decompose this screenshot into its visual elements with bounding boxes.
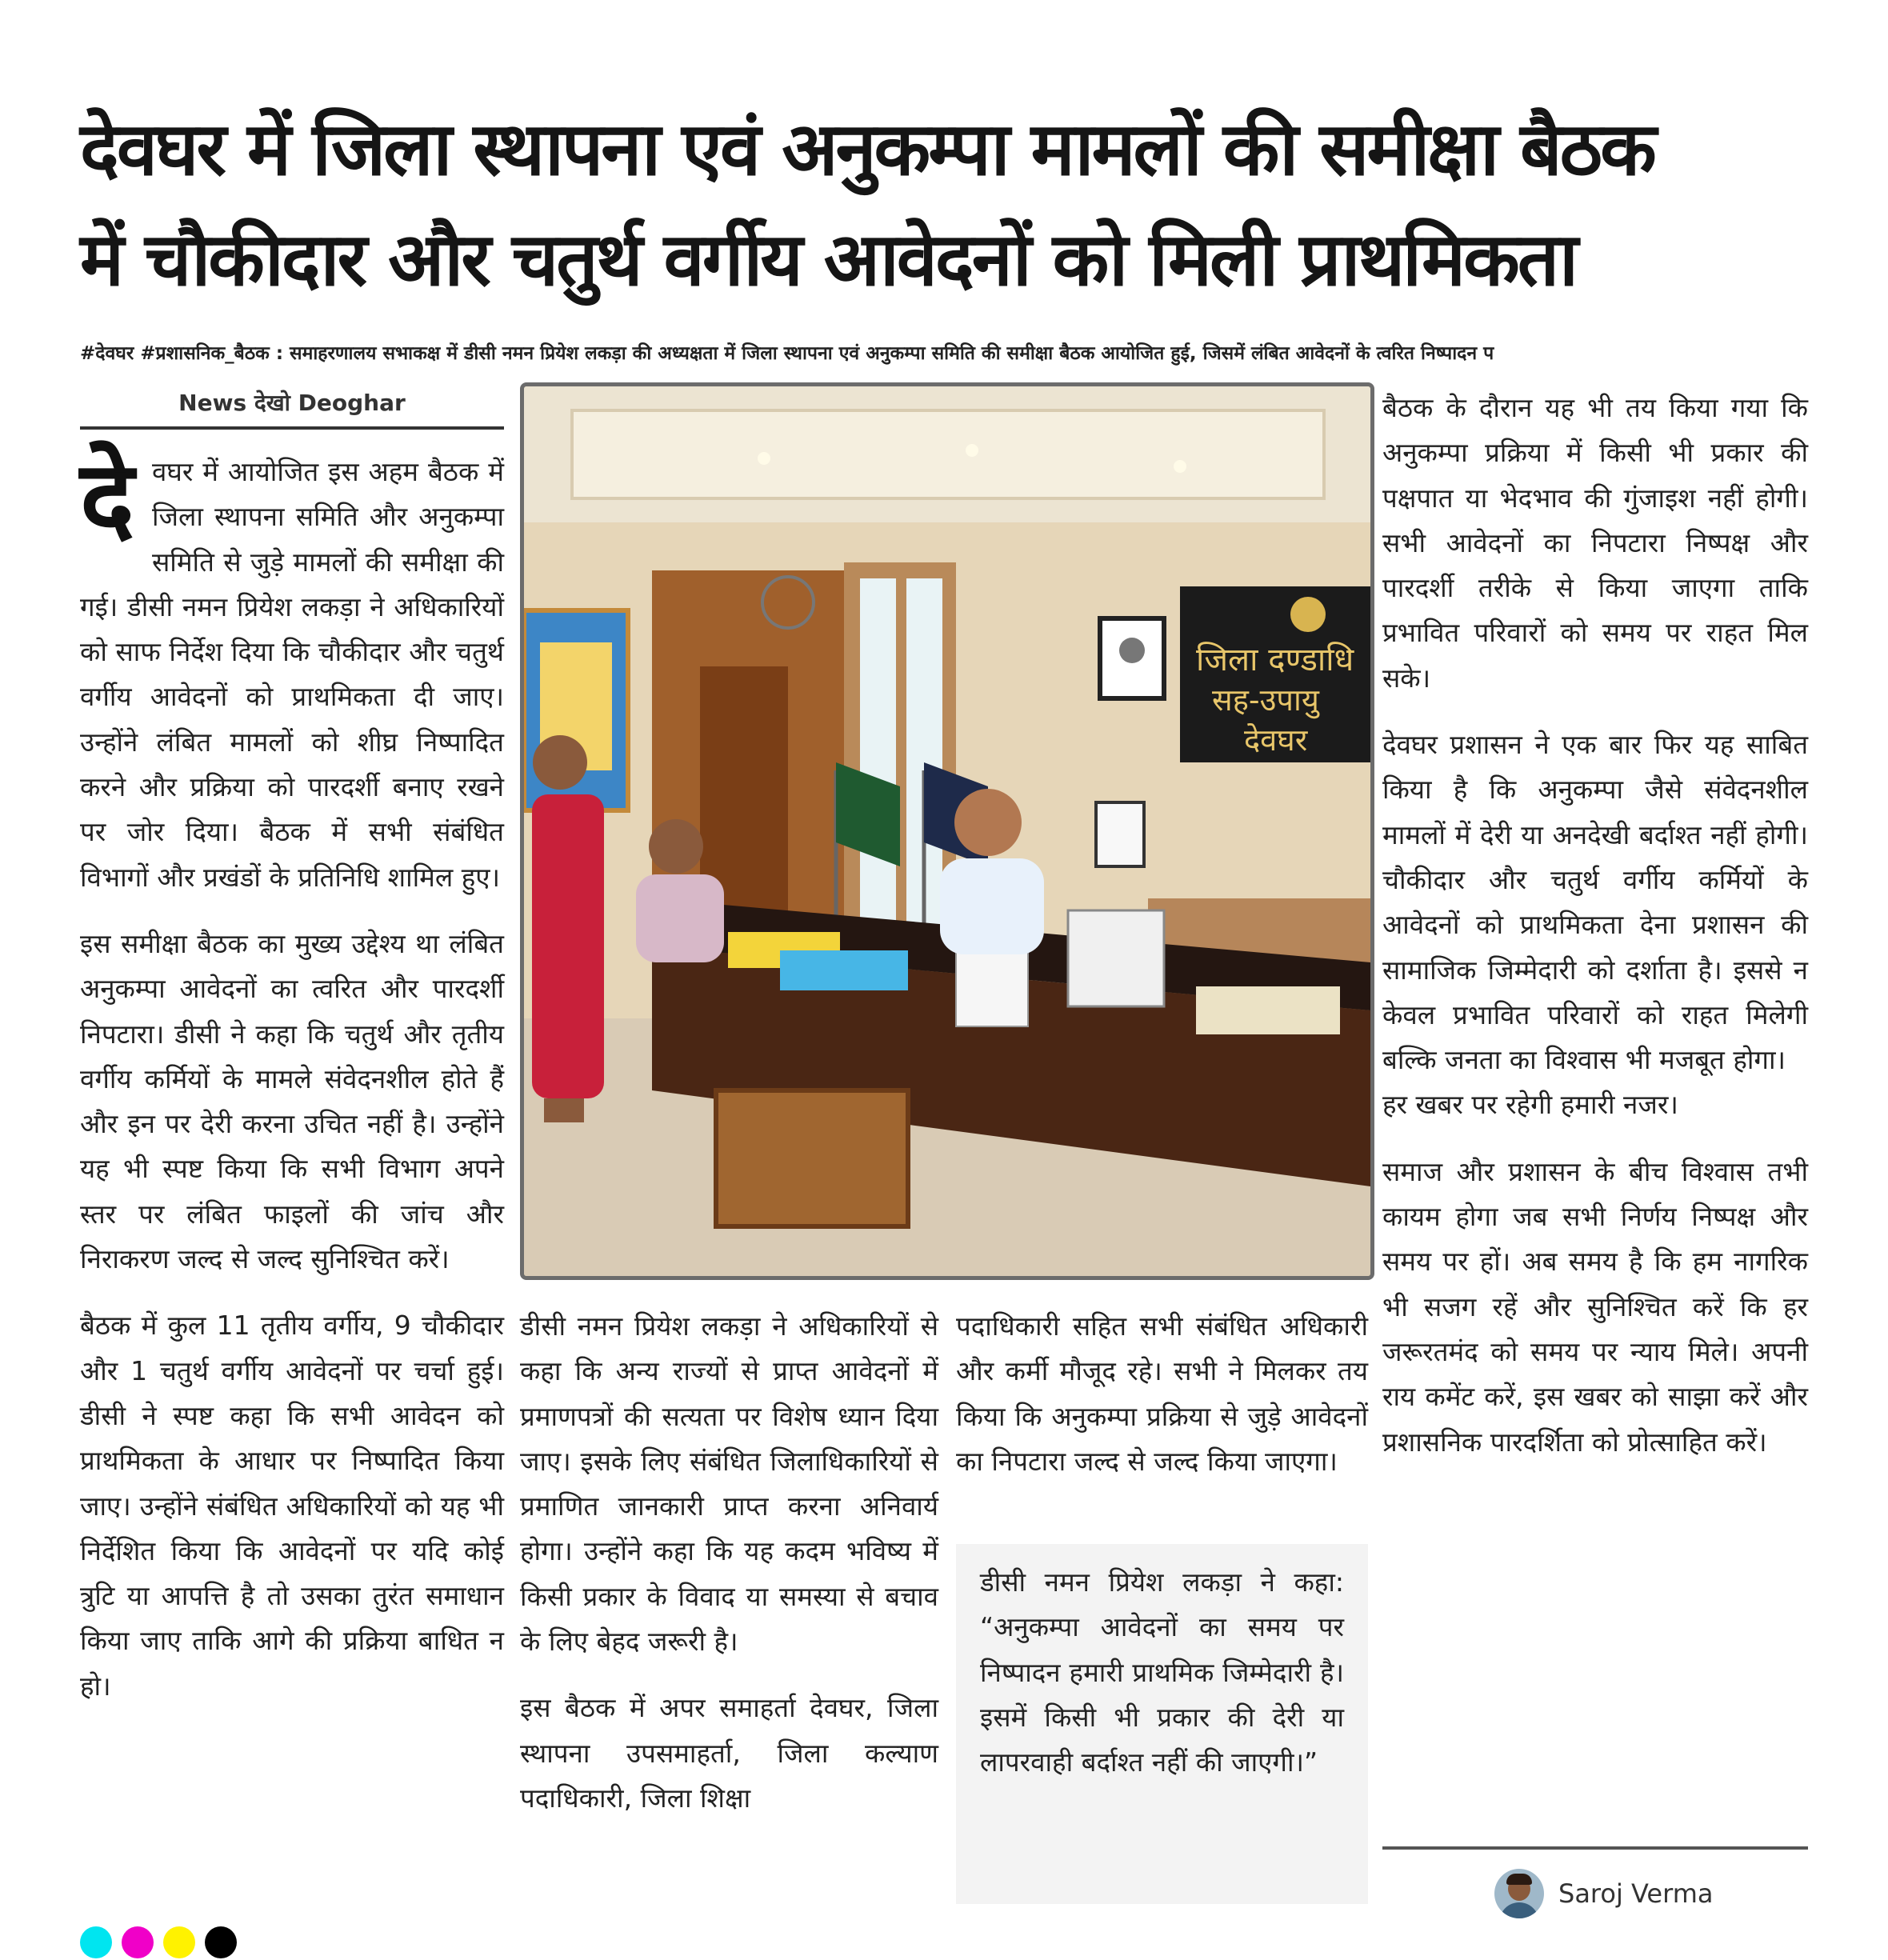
column-1: [80, 439, 504, 1730]
cmyk-registration-marks: [80, 1926, 246, 1958]
signoff-line: हर खबर पर रहेगी हमारी नजर।: [1382, 1089, 1678, 1121]
column-4-paragraph-1: बैठक के दौरान यह भी तय किया गया कि अनुकम्पा प्रक्रिया में किसी भी प्रकार की पक्षपात या भेदभाव की गुंजाइश नहीं होगी। सभी आवेदनों का निपटारा निष्पक्ष और पारदर्शी तरीके से किया जाएगा ताकि प्रभावित परिवारों को समय पर राहत मिल सके।: [1382, 392, 1808, 694]
author-divider: [1382, 1846, 1808, 1850]
headline-line-1: देवघर में जिला स्थापना एवं अनुकम्पा मामलों की समीक्षा बैठक: [80, 106, 1654, 192]
column-2-paragraph-1: डीसी नमन प्रियेश लकड़ा ने अधिकारियों से कहा कि अन्य राज्यों से प्राप्त आवेदनों में प्रमाणपत्रों की सत्यता पर विशेष ध्यान दिया जाए। इसके लिए संबंधित जिलाधिकारियों से प्रमाणित जानकारी प्राप्त करना अनिवार्य होगा। उन्होंने कहा कि यह कदम भविष्य में किसी प्रकार के विवाद या समस्या से बचाव के लिए बेहद जरूरी है।: [520, 1310, 938, 1658]
column-3: [956, 1304, 1368, 1506]
column-1-paragraph-3: बैठक में कुल 11 तृतीय वर्गीय, 9 चौकीदार और 1 चतुर्थ वर्गीय आवेदनों पर चर्चा हुई। डीसी ने स्पष्ट कहा कि सभी आवेदन को प्राथमिकता के आधार पर निष्पादित किया जाए। उन्होंने संबंधित अधिकारियों को यह भी निर्देशित किया कि आवेदनों पर यदि कोई त्रुटि या आपत्ति है तो उसका तुरंत समाधान किया जाए ताकि आगे की प्रक्रिया बाधित न हो।: [80, 1310, 504, 1702]
avatar[interactable]: [1494, 1869, 1544, 1918]
cyan-dot: [80, 1926, 112, 1958]
byline: News देखो Deoghar: [178, 390, 406, 416]
column-2-paragraph-2: इस बैठक में अपर समाहर्ता देवघर, जिला स्थापना उपसमाहर्ता, जिला कल्याण पदाधिकारी, जिला शिक्षा: [520, 1692, 938, 1814]
magenta-dot: [122, 1926, 154, 1958]
column-2: [520, 1304, 938, 1842]
column-1-paragraph-2: इस समीक्षा बैठक का मुख्य उद्देश्य था लंबित अनुकम्पा आवेदनों का त्वरित और पारदर्शी निपटारा। डीसी ने कहा कि चतुर्थ और तृतीय वर्गीय कर्मियों के मामले संवेदनशील होते हैं और इन पर देरी करना उचित नहीं है। उन्होंने यह भी स्पष्ट किया कि सभी विभाग अपने स्तर पर लंबित फाइलों की जांच और निराकरण जल्द से जल्द सुनिश्चित करें।: [80, 927, 504, 1275]
column-3-paragraph-1: पदाधिकारी सहित सभी संबंधित अधिकारी और कर्मी मौजूद रहे। सभी ने मिलकर तय किया कि अनुकम्पा प्रक्रिया से जुड़े आवेदनों का निपटारा जल्द से जल्द किया जाएगा।: [956, 1310, 1369, 1477]
sign-line-2: सह-उपायु: [1212, 682, 1319, 718]
office-scene-illustration: [524, 386, 1370, 1276]
byline-divider: [80, 426, 504, 430]
column-1-paragraph-1: देवघर में आयोजित इस अहम बैठक में जिला स्थापना समिति और अनुकम्पा समिति से जुड़े मामलों की समीक्षा की गई। डीसी नमन प्रियेश लकड़ा ने अधिकारियों को साफ निर्देश दिया कि चौकीदार और चतुर्थ वर्गीय आवेदनों को प्राथमिकता दी जाए। उन्होंने लंबित मामलों को शीघ्र निष्पादित करने और प्रक्रिया को पारदर्शी बनाए रखने पर जोर दिया। बैठक में सभी संबंधित विभागों और प्रखंडों के प्रतिनिधि शामिल हुए।: [80, 439, 504, 893]
headline: [80, 94, 1824, 315]
quote-box: [956, 1544, 1368, 1904]
headline-line-2: में चौकीदार और चतुर्थ वर्गीय आवेदनों को मिली प्राथमिकता: [80, 217, 1576, 302]
quote-lead: डीसी नमन प्रियेश लकड़ा ने कहा:: [980, 1566, 1344, 1598]
drop-cap: दे: [80, 439, 134, 558]
column-4-paragraph-2: देवघर प्रशासन ने एक बार फिर यह साबित किया है कि अनुकम्पा जैसे संवेदनशील मामलों में देरी या अनदेखी बर्दाश्त नहीं होगी। चौकीदार और चतुर्थ वर्गीय कर्मियों के आवेदनों को प्राथमिकता देना प्रशासन की सामाजिक जिम्मेदारी को दर्शाता है। इससे न केवल प्रभावित परिवारों को राहत मिलेगी बल्कि जनता का विश्वास भी मजबूत होगा। हर खबर पर रहेगी हमारी नजर।: [1382, 729, 1808, 1121]
column-4: [1382, 386, 1808, 1486]
yellow-dot: [163, 1926, 195, 1958]
author-name[interactable]: Saroj Verma: [1558, 1878, 1714, 1909]
column-4-paragraph-3: समाज और प्रशासन के बीच विश्वास तभी कायम होगा जब सभी निर्णय निष्पक्ष और समय पर हों। अब समय है कि हम नागरिक भी सजग रहें और सुनिश्चित करें कि हर जरूरतमंद को समय पर न्याय मिले। अपनी राय कमेंट करें, इस खबर को साझा करें और प्रशासनिक पारदर्शिता को प्रोत्साहित करें।: [1382, 1155, 1808, 1458]
article-photo: [520, 382, 1374, 1280]
sign-line-3: देवघर: [1244, 722, 1308, 758]
black-dot: [205, 1926, 237, 1958]
quote-text: “अनुकम्पा आवेदनों का समय पर निष्पादन हमारी प्राथमिक जिम्मेदारी है। इसमें किसी भी प्रकार की देरी या लापरवाही बर्दाश्त नहीं की जाएगी।”: [980, 1611, 1344, 1778]
sign-line-1: जिला दण्डाधि: [1196, 642, 1354, 678]
author-credit[interactable]: [1494, 1869, 1713, 1918]
tagline: #देवघर #प्रशासनिक_बैठक : समाहरणालय सभाकक्ष में डीसी नमन प्रियेश लकड़ा की अध्यक्षता में जिला स्थापना एवं अनुकम्पा समिति की समीक्षा बैठक आयोजित हुई, जिसमें लंबित आवेदनों के त्वरित निष्पादन प: [80, 343, 1494, 364]
